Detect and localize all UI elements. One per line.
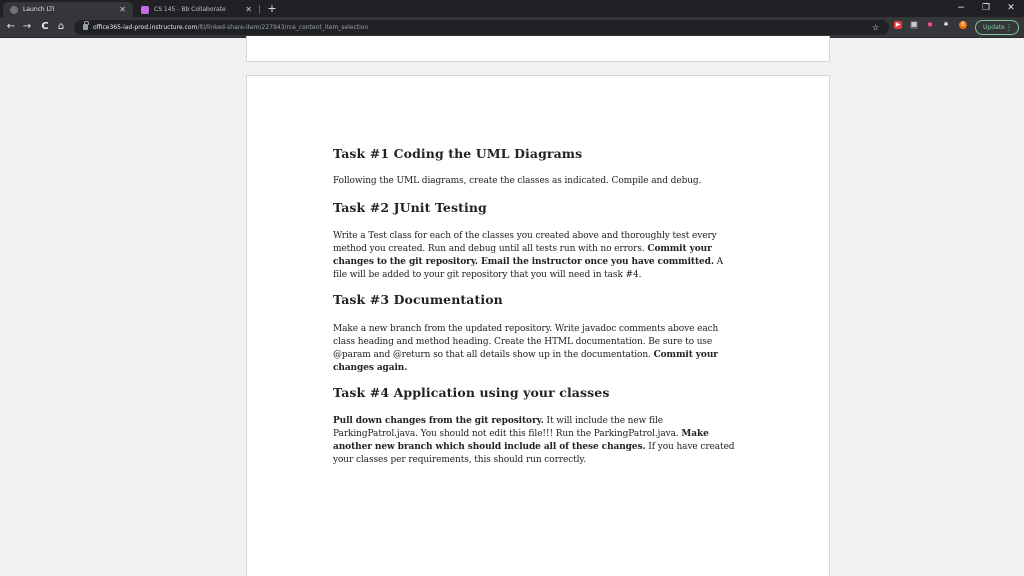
reload-button[interactable]: C bbox=[41, 21, 49, 32]
task4-text-d: If you have created your classes per requirements, this should run correctly. bbox=[333, 442, 735, 465]
collaborate-icon bbox=[141, 6, 149, 14]
task1-heading: Task #1 Coding the UML Diagrams bbox=[333, 146, 583, 161]
task4-text-bold-a: Pull down changes from the git repository. bbox=[333, 416, 544, 426]
task3-text-a: Make a new branch from the updated repository. Write javadoc comments above each class heading and method heading. Create the HTML documentation. Be sure to use @param and @return so that all details show up in the documentation. bbox=[333, 324, 719, 360]
task3-heading: Task #3 Documentation bbox=[333, 292, 503, 307]
address-bar[interactable] bbox=[74, 20, 889, 35]
lock-icon bbox=[83, 24, 88, 30]
task2-text-c: A file will be added to your git repository that you will need in task #4. bbox=[333, 257, 724, 280]
bookmark-star-icon[interactable]: ☆ bbox=[872, 23, 880, 32]
close-tab-icon[interactable]: ✕ bbox=[119, 4, 126, 14]
task4-text-bold-c: Make another new branch which should include all of these changes. bbox=[333, 429, 709, 452]
url-host: office365-iad-prod.instructure.com bbox=[93, 24, 198, 31]
globe-icon bbox=[10, 6, 18, 14]
tab-launch-lti[interactable] bbox=[3, 2, 133, 17]
back-button[interactable]: ← bbox=[6, 21, 16, 32]
profile-avatar[interactable]: B bbox=[960, 21, 966, 28]
forward-button[interactable]: → bbox=[22, 21, 32, 32]
close-tab-icon[interactable]: ✕ bbox=[245, 4, 252, 14]
home-button[interactable]: ⌂ bbox=[57, 21, 65, 32]
task4-heading: Task #4 Application using your classes bbox=[333, 385, 610, 400]
tab-collaborate[interactable] bbox=[134, 2, 259, 17]
menu-kebab-icon[interactable]: ⋮ bbox=[1005, 23, 1013, 32]
document-page bbox=[246, 75, 830, 576]
update-label: Update bbox=[983, 24, 1005, 31]
url-path: /lti/linked-share-item/227943/rce_content_item_selection bbox=[197, 24, 369, 31]
page-content bbox=[333, 146, 738, 477]
tab-title: CS 145 - Bb Collaborate bbox=[154, 6, 226, 13]
tab-separator bbox=[259, 5, 260, 14]
update-button[interactable] bbox=[975, 20, 1019, 35]
task2-text-bold: Commit your changes to the git repository. Email the instructor once you have committed. bbox=[333, 244, 714, 267]
task2-body bbox=[333, 230, 738, 282]
url-text bbox=[93, 20, 368, 35]
pink-extension-icon[interactable]: ● bbox=[927, 21, 933, 28]
document-viewport[interactable] bbox=[0, 38, 1024, 576]
task3-text-bold: Commit your changes again. bbox=[333, 350, 718, 373]
browser-toolbar bbox=[0, 17, 1024, 38]
youtube-extension-icon[interactable]: ▶ bbox=[895, 21, 901, 28]
close-window-button[interactable]: ✕ bbox=[1007, 3, 1015, 13]
task2-heading: Task #2 JUnit Testing bbox=[333, 200, 487, 215]
screen-extension-icon[interactable]: ▦ bbox=[911, 21, 917, 28]
new-tab-button[interactable]: + bbox=[267, 2, 277, 15]
previous-page bbox=[246, 36, 830, 62]
task2-text-a: Write a Test class for each of the classes you created above and thoroughly test every method you created. Run and debug until all tests run with no errors. bbox=[333, 231, 717, 254]
task4-body bbox=[333, 415, 738, 467]
tab-strip bbox=[0, 0, 1024, 17]
minimize-button[interactable]: − bbox=[957, 3, 965, 13]
puzzle-extensions-icon[interactable]: ✱ bbox=[943, 21, 949, 28]
tab-title: Launch LTI bbox=[23, 6, 55, 13]
task3-body bbox=[333, 323, 738, 375]
task1-body: Following the UML diagrams, create the classes as indicated. Compile and debug. bbox=[333, 176, 702, 186]
restore-button[interactable]: ❐ bbox=[981, 3, 991, 13]
task4-text-b: It will include the new file ParkingPatrol.java. You should not edit this file!!! Run the ParkingPatrol.java. bbox=[333, 416, 682, 439]
